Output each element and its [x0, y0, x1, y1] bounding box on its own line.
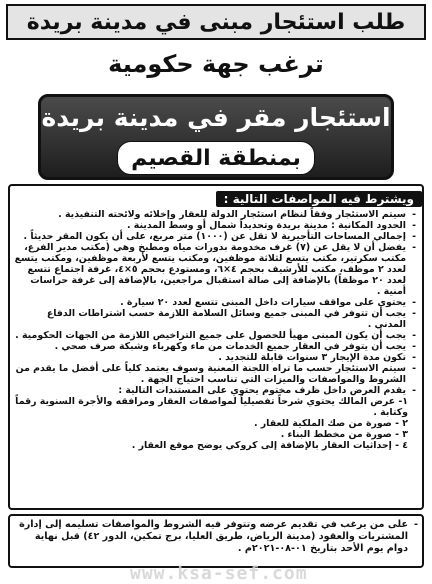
conditions-title: ويشترط فيه المواصفات التالية : — [216, 191, 422, 207]
condition-item: - تكون مدة الإيجار ٣ سنوات قابلة للتجديد . — [14, 352, 416, 363]
header-box — [6, 4, 426, 40]
condition-item: - يقدم العرض داخل ظرف مختوم يحتوي على المستندات التالية : — [14, 385, 416, 396]
documents-list — [14, 396, 416, 451]
banner — [38, 94, 394, 180]
document-item: ١- عرض المالك يحتوي شرحاً تفصيلياً لمواصفات العقار ومرافقه والأجرة السنوية رقماً وكتابة . — [15, 396, 408, 418]
page-title: طلب استئجار مبنى في مدينة بريدة — [26, 9, 406, 35]
banner-region: بمنطقة القصيم — [117, 141, 315, 175]
watermark: www.ksa-sef.com — [130, 563, 308, 584]
submission-note: - على من يرغب في تقديم عرضه وتتوفر فيه الشروط والمواصفات تسليمه إلى إدارة المشتريات والعقود (مدينة الرياض، طريق العليا، برج تمكين، الدور ٤٢) قبل نهاية دوام يوم الأحد بتاريخ ٠١-٠٨-٢٠٢١م . — [8, 514, 424, 568]
document-item: ٣ - صورة من مخطط البناء . — [280, 429, 408, 440]
subtitle: ترغب جهة حكومية — [108, 50, 324, 78]
document-item: ٤ - إحداثيات العقار بالإضافة إلى كروكي يوضح موقع العقار . — [131, 440, 408, 451]
condition-item: - سيتم الاستئجار وفقاً لنظام استئجار الدولة للعقار وإخلائه ولائحته التنفيذية . — [14, 209, 416, 220]
condition-item: - إجمالي المساحات التأجيرية لا تقل عن (١٠٠٠) متر مربع، على أن يكون المقر حديثاً . — [14, 231, 416, 242]
condition-item: - سيتم الاستئجار حسب ما تراه اللجنة المعنية وسوف يعتمد كلياً على أفضل ما يقدم من الشروط والمواصفات والميزات التي تناسب احتياج الجهة . — [14, 363, 416, 385]
condition-item: - يحتوي على مواقف سيارات داخل المبنى تتسع لعدد ٢٠ سيارة . — [14, 297, 416, 308]
condition-item: - يجب أن يكون المبنى مهيأ للحصول على جميع التراخيص اللازمة من الجهات الحكومية . — [14, 330, 416, 341]
conditions-box — [8, 184, 424, 510]
condition-item: - يجب أن يتوفر في العقار جميع الخدمات من ماء وكهرباء وشبكة صرف صحي . — [14, 341, 416, 352]
condition-item: - الحدود المكانية : مدينة بريدة وتحديداً شمال أو وسط المدينة . — [14, 220, 416, 231]
document-item: ٢ - صورة من صك الملكية للعقار . — [253, 418, 408, 429]
conditions-list — [14, 209, 416, 396]
condition-item: - يفضل أن لا يقل عن (٧) غرف مخدومة بدورات مياه ومطبخ وهي (مكتب مدير الفرع، مكتب سكرتير، مكتب يتسع لثلاثة موظفين، ومكتب يتسع لأربعة موظفين، ومكتب يتسع لعدد ٢ موظف، مكتب للأرشيف بحجم ٤×٦، ومستودع بحجم ٥×٤، غرفة اجتماع تتسع لعدد ٢٠ موظفاً) بالإضافة إلى صالة استقبال مراجعين، بالإضافة إلى غرفة حراسات أمنية . — [14, 242, 416, 297]
condition-item: - يجب أن تتوفر في المبنى جميع وسائل السلامة اللازمة حسب اشتراطات الدفاع المدني . — [14, 308, 416, 330]
banner-main-text: استئجار مقر في مدينة بريدة — [41, 103, 391, 132]
